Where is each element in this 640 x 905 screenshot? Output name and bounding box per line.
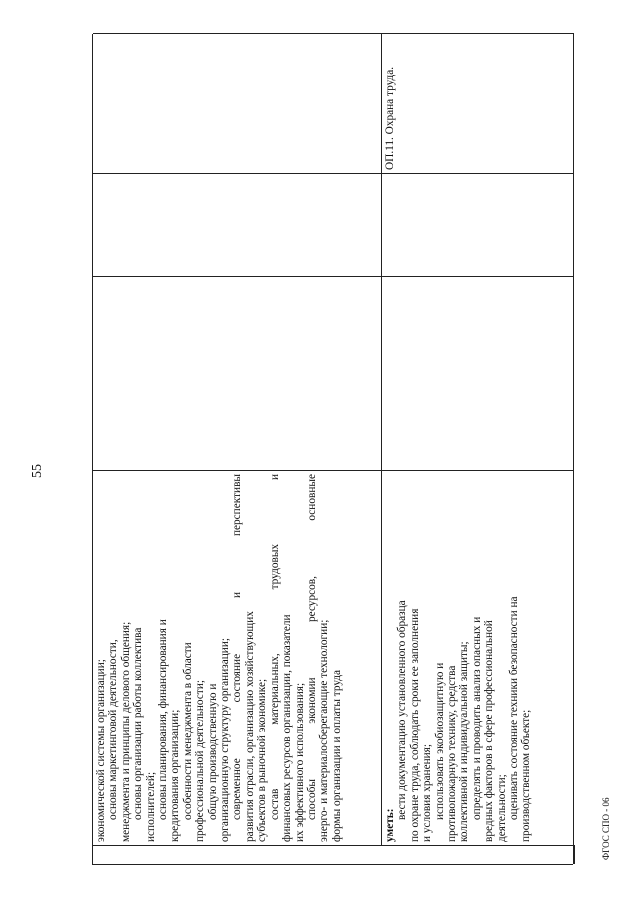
row2-empty-cell-1 [382, 276, 574, 470]
curriculum-table [92, 34, 573, 865]
row1-empty-cell-2 [93, 173, 382, 276]
text-line: вредных факторов в сфере профессиональной [483, 620, 496, 842]
footer-code: ФГОС СПО - 06 [601, 797, 611, 860]
text-line: формы организации и оплаты труда [330, 669, 343, 842]
row2-empty-cell-2 [382, 173, 574, 276]
text-line: особенности менеджмента в области [181, 642, 194, 820]
row1-content [93, 471, 343, 845]
text-line: энерго- и материалосберегающие технологии; [318, 619, 331, 842]
page-number: 55 [30, 464, 45, 478]
text-line: их эффективного использования; [293, 682, 306, 842]
text-line: развития отрасли, организацию хозяйствующих [243, 611, 256, 842]
text-line: субъектов в рыночной экономике; [256, 678, 269, 842]
discipline-cell [382, 33, 574, 173]
text-line: кредитования организации; [169, 709, 182, 842]
competencies-list [574, 846, 575, 864]
text-line: исполнителей; [144, 771, 157, 842]
text-line: менеджмента и принципы делового общения; [119, 621, 132, 842]
text-line: профессиональной деятельности; [194, 679, 207, 842]
rotated-table-wrapper [92, 34, 573, 865]
text-line: современное состояние и перспективы [231, 474, 244, 820]
discipline-name: ОП.11. Охрана труда. [384, 66, 396, 170]
text-line: основы маркетинговой деятельности, [107, 639, 120, 820]
text-line: состав материальных, трудовых и [268, 474, 281, 820]
text-line: коллективной и индивидуальной защиты; [458, 641, 471, 842]
text-line: финансовых ресурсов организации, показатели [281, 614, 294, 842]
text-line: основы организации работы коллектива [132, 627, 145, 820]
skills-heading: уметь: [384, 808, 396, 842]
row1-content-cell [93, 470, 382, 845]
text-line: деятельности; [495, 774, 508, 842]
text-line: противопожарную технику, средства [446, 665, 459, 842]
text-line: вести документацию установленного образца [396, 600, 409, 820]
text-line: и условия хранения; [421, 743, 434, 842]
row1-empty-cell-1 [93, 276, 382, 470]
text-line: организационную структуру организации; [219, 637, 232, 842]
text-line: использовать экобиозащитную и [433, 662, 446, 820]
row2-content [382, 471, 533, 845]
text-line: основы планирования, финансирования и [157, 619, 170, 820]
index-column-cell [93, 845, 574, 864]
text-line: экономической системы организации; [95, 659, 107, 842]
competencies-cell [574, 845, 575, 864]
row1-empty-cell-3 [93, 33, 382, 173]
text-line: по охране труда, соблюдать сроки ее заполнения [408, 608, 421, 842]
text-line: общую производственную и [206, 683, 219, 820]
text-line: способы экономии ресурсов, основные [305, 474, 318, 820]
text-line: оценивать состояние техники безопасности на [508, 596, 521, 820]
text-line: определять и проводить анализ опасных и [470, 616, 483, 820]
text-line: производственном объекте; [520, 709, 533, 842]
row2-content-cell [382, 470, 574, 845]
